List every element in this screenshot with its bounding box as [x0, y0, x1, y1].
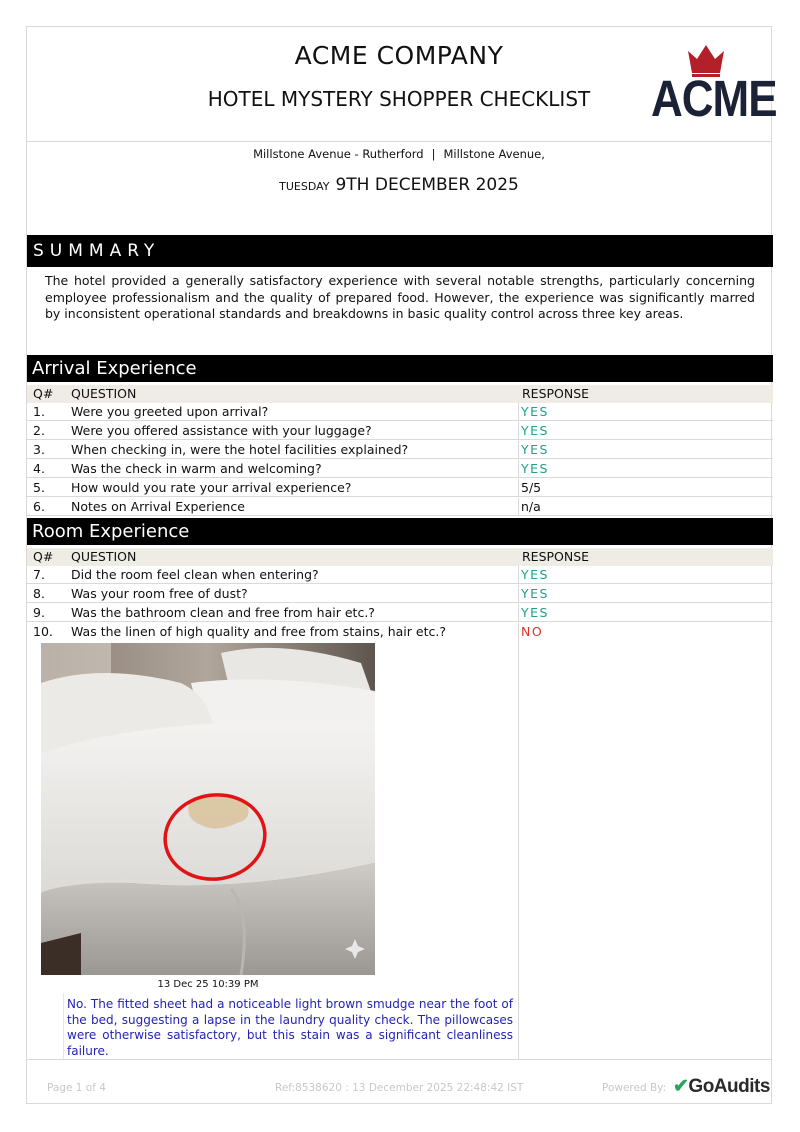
- response-cell: [518, 460, 773, 477]
- table-row: [27, 479, 773, 497]
- response-value: YES: [521, 404, 549, 419]
- question-number: 3.: [33, 442, 45, 457]
- col-question-label: QUESTION: [71, 549, 137, 564]
- column-header-arrival: [27, 385, 773, 403]
- column-header-room: [27, 548, 773, 566]
- response-cell: [518, 585, 773, 602]
- col-num-label: Q#: [33, 549, 54, 564]
- powered-by-label: Powered By:: [602, 1082, 667, 1094]
- report-reference: Ref:8538620 : 13 December 2025 22:48:42 IST: [275, 1082, 524, 1094]
- question-text: Was the check in warm and welcoming?: [71, 461, 322, 476]
- table-row: [27, 498, 773, 516]
- checklist-page: [26, 26, 777, 1104]
- location-primary: Millstone Avenue - Rutherford: [253, 147, 424, 161]
- question-text: Was the linen of high quality and free from stains, hair etc.?: [71, 624, 446, 639]
- table-row: [27, 604, 773, 622]
- table-row: [27, 422, 773, 440]
- goaudits-logo[interactable]: [673, 1075, 770, 1098]
- col-response-label: RESPONSE: [522, 549, 590, 564]
- question-number: 2.: [33, 423, 45, 438]
- location-line: [27, 147, 771, 161]
- response-value: NO: [521, 624, 544, 639]
- location-separator: |: [431, 147, 436, 161]
- goaudits-wordmark: GoAudits: [688, 1076, 770, 1097]
- response-cell: [518, 604, 773, 621]
- response-value: YES: [521, 586, 549, 601]
- response-value: YES: [521, 461, 549, 476]
- question-text: Was the bathroom clean and free from hair etc.?: [71, 605, 375, 620]
- note-border-right: [518, 993, 519, 1059]
- response-cell: [518, 479, 773, 496]
- question-text: Notes on Arrival Experience: [71, 499, 245, 514]
- date-full: 9TH DECEMBER 2025: [335, 175, 519, 195]
- response-value: 5/5: [521, 480, 542, 495]
- question-number: 10.: [33, 624, 53, 639]
- question-text: Did the room feel clean when entering?: [71, 567, 319, 582]
- question-text: Were you greeted upon arrival?: [71, 404, 269, 419]
- page-number: Page 1 of 4: [47, 1082, 106, 1094]
- question-text: Was your room free of dust?: [71, 586, 248, 601]
- question-number: 5.: [33, 480, 45, 495]
- response-cell: [518, 623, 773, 1059]
- col-question-label: QUESTION: [71, 386, 137, 401]
- response-value: n/a: [521, 499, 541, 514]
- checkmark-icon: ✔: [673, 1076, 689, 1097]
- response-value: YES: [521, 605, 549, 620]
- section-title-arrival: Arrival Experience: [27, 355, 773, 382]
- table-row: [27, 441, 773, 459]
- table-row: [27, 585, 773, 603]
- table-row: [27, 403, 773, 421]
- table-row: [27, 460, 773, 478]
- question-number: 7.: [33, 567, 45, 582]
- col-response-label: RESPONSE: [522, 386, 590, 401]
- audit-date: [27, 175, 771, 195]
- date-weekday: TUESDAY: [279, 180, 330, 193]
- logo-wordmark: ACME: [651, 71, 777, 128]
- note-border-left: [63, 993, 64, 1059]
- response-cell: [518, 566, 773, 583]
- report-header: [27, 27, 777, 142]
- question-text: When checking in, were the hotel facilities explained?: [71, 442, 409, 457]
- question-number: 6.: [33, 499, 45, 514]
- response-cell: [518, 441, 773, 458]
- acme-logo: [651, 39, 777, 128]
- response-value: YES: [521, 442, 549, 457]
- response-value: YES: [521, 423, 549, 438]
- question-text: Were you offered assistance with your luggage?: [71, 423, 372, 438]
- footer-divider: [27, 1059, 771, 1060]
- question-number: 9.: [33, 605, 45, 620]
- summary-text: The hotel provided a generally satisfactory experience with several notable strengths, particularly concerning employee professionalism and the quality of prepared food. However, the experience was significantly marred by inconsistent operational standards and breakdowns in basic quality control across three key areas.: [45, 273, 755, 321]
- location-secondary: Millstone Avenue,: [443, 147, 545, 161]
- question-number: 8.: [33, 586, 45, 601]
- table-row: [27, 566, 773, 584]
- stained-bed-image: [41, 643, 375, 975]
- evidence-photo[interactable]: [41, 643, 375, 975]
- summary-heading: SUMMARY: [27, 235, 773, 267]
- response-value: YES: [521, 567, 549, 582]
- response-cell: [518, 403, 773, 420]
- response-cell: [518, 422, 773, 439]
- photo-note: No. The fitted sheet had a noticeable light brown smudge near the foot of the bed, suggesting a lapse in the laundry quality check. The pillowcases were otherwise satisfactory, but this stain was a significant cleanliness failure.: [67, 997, 513, 1058]
- section-title-room: Room Experience: [27, 518, 773, 545]
- photo-timestamp: 13 Dec 25 10:39 PM: [157, 979, 259, 990]
- question-text: How would you rate your arrival experience?: [71, 480, 352, 495]
- question-number: 4.: [33, 461, 45, 476]
- response-cell: [518, 498, 773, 515]
- question-number: 1.: [33, 404, 45, 419]
- report-title: HOTEL MYSTERY SHOPPER CHECKLIST: [207, 87, 591, 111]
- company-name: ACME COMPANY: [294, 41, 504, 70]
- col-num-label: Q#: [33, 386, 54, 401]
